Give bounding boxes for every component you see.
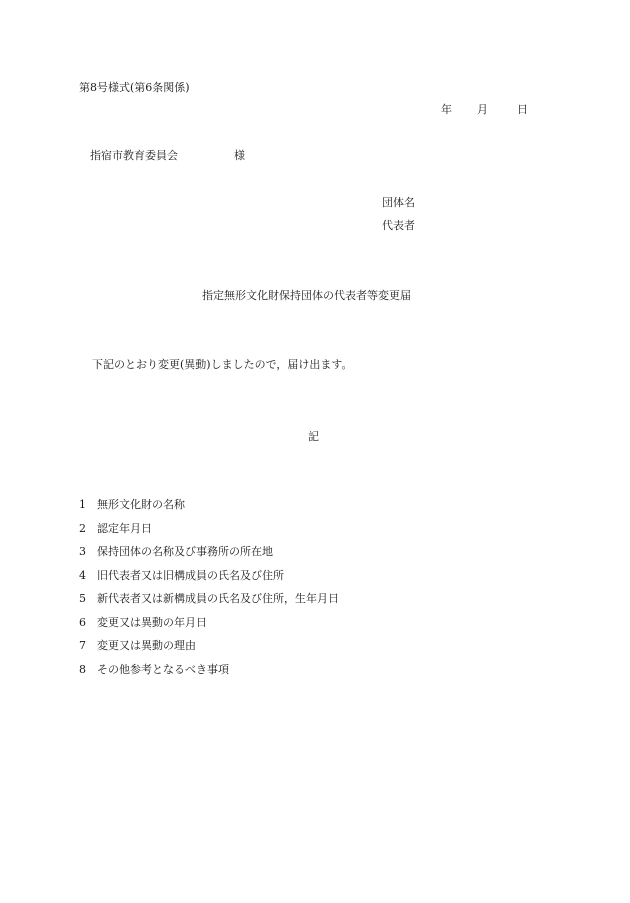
item-number: 1 <box>79 498 86 511</box>
body-text: 下記のとおり変更(異動)しましたので，届け出ます。 <box>92 358 353 371</box>
item-text: 認定年月日 <box>97 521 152 535</box>
form-number: 第8号様式(第6条関係) <box>79 81 190 94</box>
list-item <box>79 592 339 616</box>
item-text: 新代表者又は新構成員の氏名及び住所，生年月日 <box>97 592 339 605</box>
list-item <box>79 569 339 593</box>
item-list <box>79 498 339 686</box>
item-text: 変更又は異動の理由 <box>97 639 196 652</box>
addressee-name: 指宿市教育委員会 <box>90 149 178 162</box>
list-item <box>79 522 339 546</box>
item-number: 4 <box>79 568 86 582</box>
item-text: 保持団体の名称及び事務所の所在地 <box>97 545 273 558</box>
item-text: 無形文化財の名称 <box>97 498 185 511</box>
item-number: 3 <box>79 545 86 558</box>
list-item <box>79 545 339 569</box>
ki-heading: 記 <box>308 430 319 443</box>
list-item <box>79 663 339 687</box>
item-number: 2 <box>79 521 86 535</box>
item-number: 5 <box>79 592 86 605</box>
item-number: 7 <box>79 639 86 652</box>
list-item <box>79 639 339 663</box>
list-item <box>79 616 339 640</box>
item-number: 8 <box>79 662 86 676</box>
addressee-honorific: 様 <box>234 149 245 162</box>
group-name-label: 団体名 <box>382 196 415 209</box>
item-text: 変更又は異動の年月日 <box>97 615 207 629</box>
date-month-label: 月 <box>477 103 488 116</box>
date-day-label: 日 <box>517 103 528 116</box>
date-line <box>441 103 528 117</box>
document-title: 指定無形文化財保持団体の代表者等変更届 <box>202 289 411 302</box>
addressee <box>90 149 245 163</box>
item-number: 6 <box>79 615 86 629</box>
list-item <box>79 498 339 522</box>
date-year-label: 年 <box>441 103 452 116</box>
item-text: 旧代表者又は旧構成員の氏名及び住所 <box>97 568 284 582</box>
item-text: その他参考となるべき事項 <box>97 662 229 676</box>
representative-label: 代表者 <box>382 219 415 232</box>
